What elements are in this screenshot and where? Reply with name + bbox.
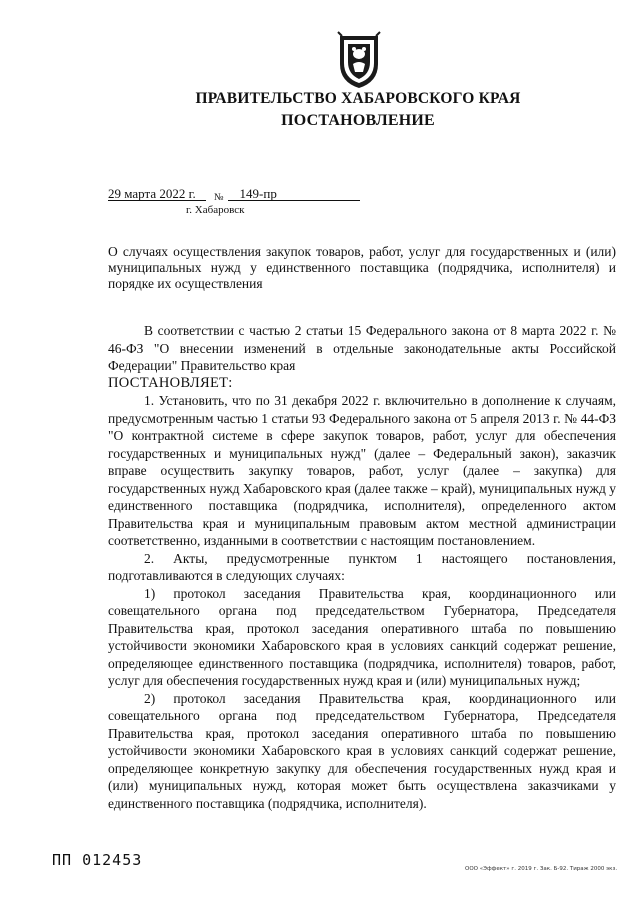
date-number-line xyxy=(108,186,360,202)
paragraph-2: 2. Акты, предусмотренные пунктом 1 настоящего постановления, подготавливаются в следующих случаях: xyxy=(108,550,616,583)
document-date: 29 марта 2022 г. xyxy=(108,187,206,201)
government-name: ПРАВИТЕЛЬСТВО ХАБАРОВСКОГО КРАЯ xyxy=(195,90,521,107)
paragraph-2-item-1: 1) протокол заседания Правительства края, координационного или совещательного органа под председательством Губернатора, Председателя Правительства края, протокол заседания оперативного штаба по повышению устойчивости экономики Хабаровского края в условиях санкций содержат решение, определяющее единственного поставщика (подрядчика, исполнителя) товаров, работ, услуг для обеспечения государственных нужд края и (или) муниципальных нужд; xyxy=(108,585,616,688)
number-sign: № xyxy=(214,192,224,203)
paragraph-2-item-2: 2) протокол заседания Правительства края, координационного или совещательного органа под председательством Губернатора, Председателя Правительства края, протокол заседания оперативного штаба по повышению устойчивости экономики Хабаровского края в условиях санкций содержат решение, определяющее конкретную закупку для обеспечения государственных нужд края и (или) муниципальных нужд, которая может быть осуществлена заказчиками у единственного поставщика (подрядчика, исполнителя). xyxy=(108,690,616,811)
form-serial-number: ПП 012453 xyxy=(52,851,143,869)
print-info: ООО «Эффект» г. 2019 г. Зак. Б-92. Тираж 2000 экз. xyxy=(465,866,618,872)
document-body xyxy=(108,322,616,812)
document-number: 149-пр xyxy=(228,187,360,201)
resolves-heading: ПОСТАНОВЛЯЕТ: xyxy=(108,374,233,391)
city: г. Хабаровск xyxy=(186,204,245,216)
document-type: ПОСТАНОВЛЕНИЕ xyxy=(281,112,435,129)
paragraph-1: 1. Установить, что по 31 декабря 2022 г. включительно в дополнение к случаям, предусмотренным частью 1 статьи 93 Федерального закона от 5 апреля 2013 г. № 44-ФЗ "О контрактной системе в сфере закупок товаров, работ, услуг для обеспечения государственных и муниципальных нужд" (далее – Федеральный закон), заказчик вправе осуществить закупку товаров, работ, услуг (далее – закупка) для государственных нужд Хабаровского края (далее также – край), муниципальных нужд у единственного поставщика (подрядчика, исполнителя), определенного актом Правительства края и муниципальным правовым актом местной администрации соответственно, изданными в соответствии с настоящим постановлением. xyxy=(108,393,616,548)
intro-paragraph: В соответствии с частью 2 статьи 15 Федерального закона от 8 марта 2022 г. № 46-ФЗ "О внесении изменений в отдельные законодательные акты Российской Федерации" Правительство края xyxy=(108,323,616,373)
coat-of-arms-emblem xyxy=(334,30,384,90)
document-subject: О случаях осуществления закупок товаров, работ, услуг для государственных и (или) муниципальных нужд у единственного поставщика (подрядчика, исполнителя) и порядке их осуществления xyxy=(108,244,616,291)
